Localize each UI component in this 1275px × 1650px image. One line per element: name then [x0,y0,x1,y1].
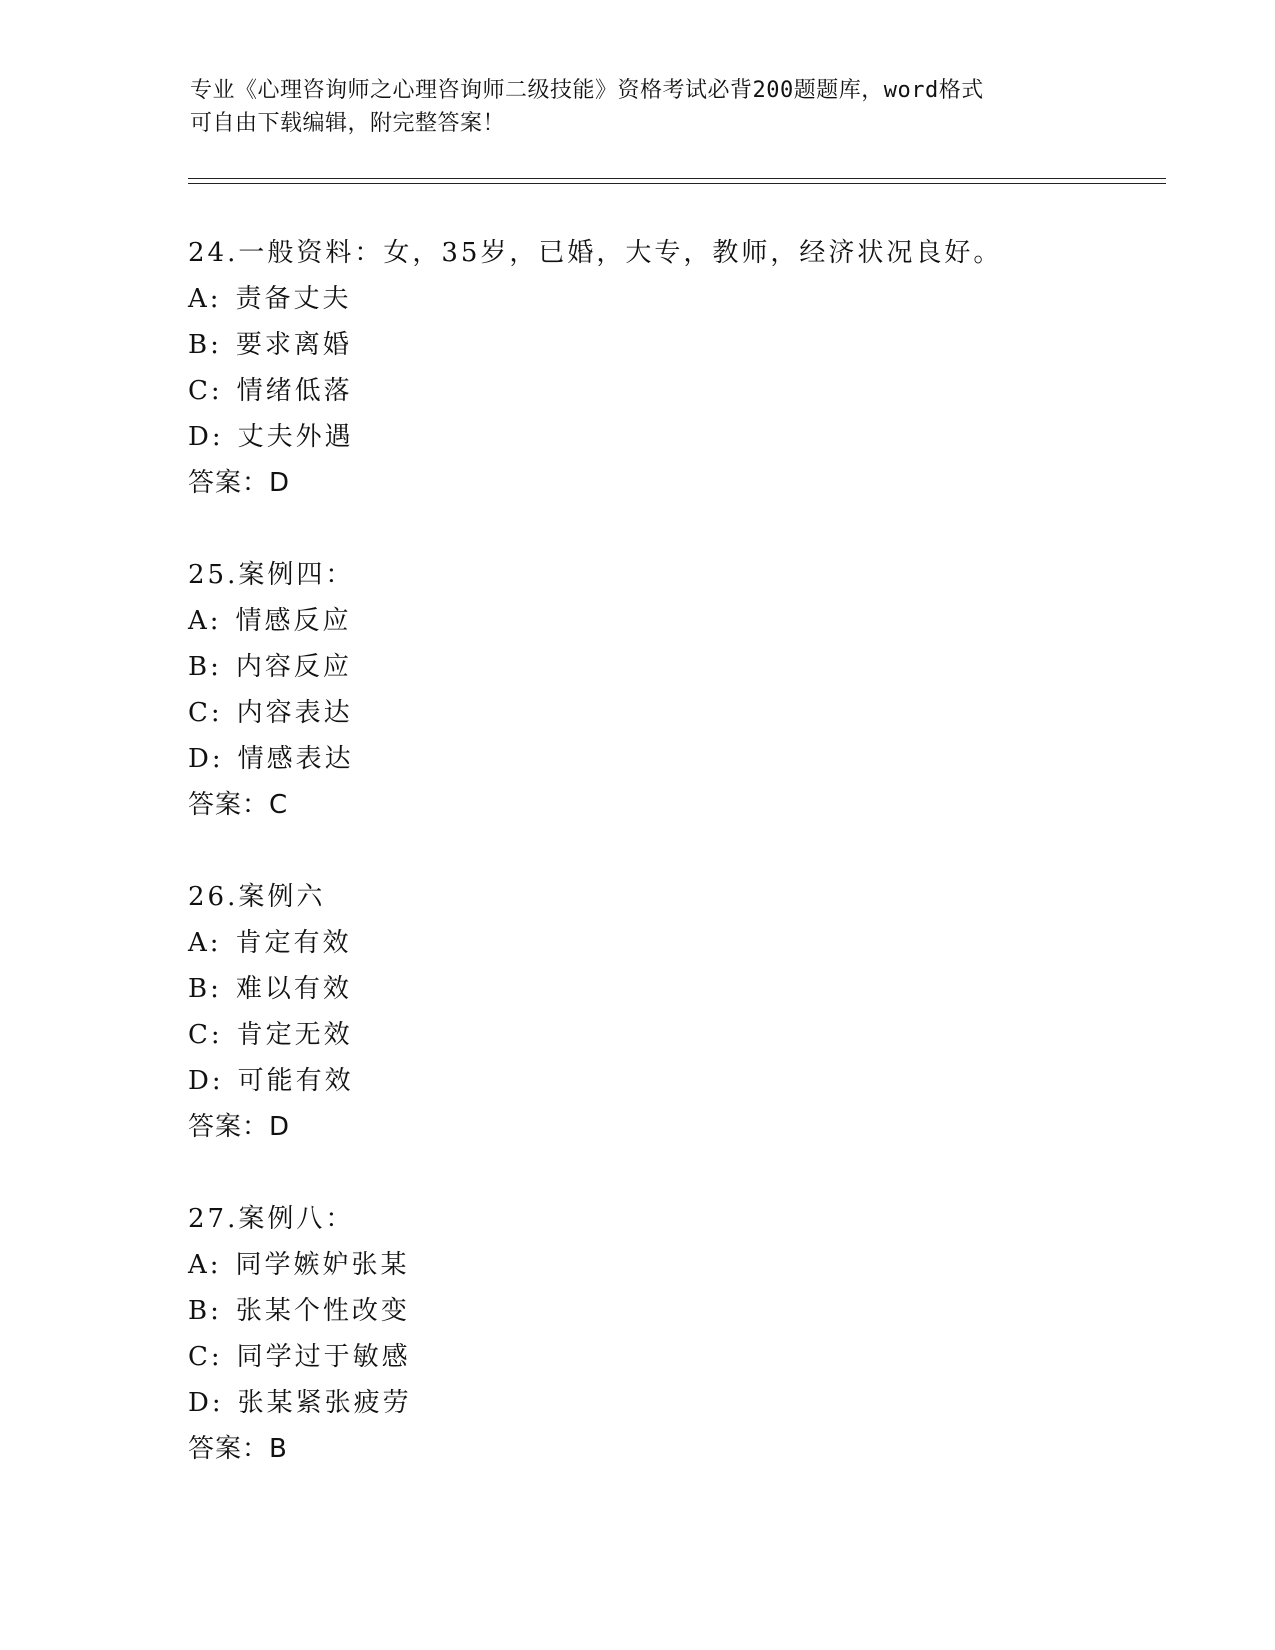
option-text: 同学过于敏感 [236,1342,411,1372]
option-b [188,322,1088,368]
option-label: C: [188,1342,223,1372]
option-text: 要求离婚 [235,330,352,360]
option-label: B: [188,652,222,682]
option-b [188,644,1088,690]
answer-line: 答案：D [188,1112,291,1142]
option-a [188,920,1088,966]
question-27 [188,1196,1088,1472]
option-label: C: [188,1020,223,1050]
option-text: 张某紧张疲劳 [237,1388,412,1418]
option-d [188,1380,1088,1426]
option-c [188,368,1088,414]
option-label: A: [188,928,222,958]
option-label: B: [188,330,222,360]
header-divider-top [188,178,1166,179]
option-d [188,414,1088,460]
answer-line: 答案：C [188,790,289,820]
option-c [188,690,1088,736]
option-text: 情感表达 [237,744,354,774]
option-label: D: [188,1066,224,1096]
question-stem: 25.案例四： [188,560,355,590]
option-text: 情绪低落 [236,376,353,406]
question-25 [188,552,1088,828]
option-text: 责备丈夫 [235,284,352,314]
question-26 [188,874,1088,1150]
option-text: 难以有效 [235,974,352,1004]
option-text: 内容表达 [236,698,353,728]
option-d [188,736,1088,782]
answer-line: 答案：D [188,468,291,498]
answer-line: 答案：B [188,1434,288,1464]
header-line-1: 专业《心理咨询师之心理咨询师二级技能》资格考试必背200题题库，word格式 [190,78,984,103]
option-a [188,276,1088,322]
option-b [188,966,1088,1012]
option-text: 肯定无效 [236,1020,353,1050]
option-c [188,1012,1088,1058]
option-text: 同学嫉妒张某 [235,1250,410,1280]
option-a [188,1242,1088,1288]
option-label: C: [188,376,223,406]
option-label: B: [188,974,222,1004]
question-stem: 24.一般资料：女，35岁，已婚，大专，教师，经济状况良好。 [188,238,1003,268]
option-label: A: [188,606,222,636]
option-label: D: [188,1388,224,1418]
question-stem: 26.案例六 [188,882,326,912]
option-text: 可能有效 [237,1066,354,1096]
option-label: D: [188,744,224,774]
document-header [190,74,1090,140]
option-text: 丈夫外遇 [237,422,354,452]
question-24 [188,230,1088,506]
option-label: A: [188,284,222,314]
option-label: D: [188,422,224,452]
option-d [188,1058,1088,1104]
question-stem: 27.案例八： [188,1204,355,1234]
header-line-2: 可自由下载编辑，附完整答案！ [190,111,506,136]
option-text: 肯定有效 [235,928,352,958]
option-text: 内容反应 [235,652,352,682]
option-c [188,1334,1088,1380]
option-label: B: [188,1296,222,1326]
option-label: C: [188,698,223,728]
option-b [188,1288,1088,1334]
option-a [188,598,1088,644]
option-text: 张某个性改变 [235,1296,410,1326]
option-text: 情感反应 [235,606,352,636]
option-label: A: [188,1250,222,1280]
header-divider-bottom [188,183,1166,184]
